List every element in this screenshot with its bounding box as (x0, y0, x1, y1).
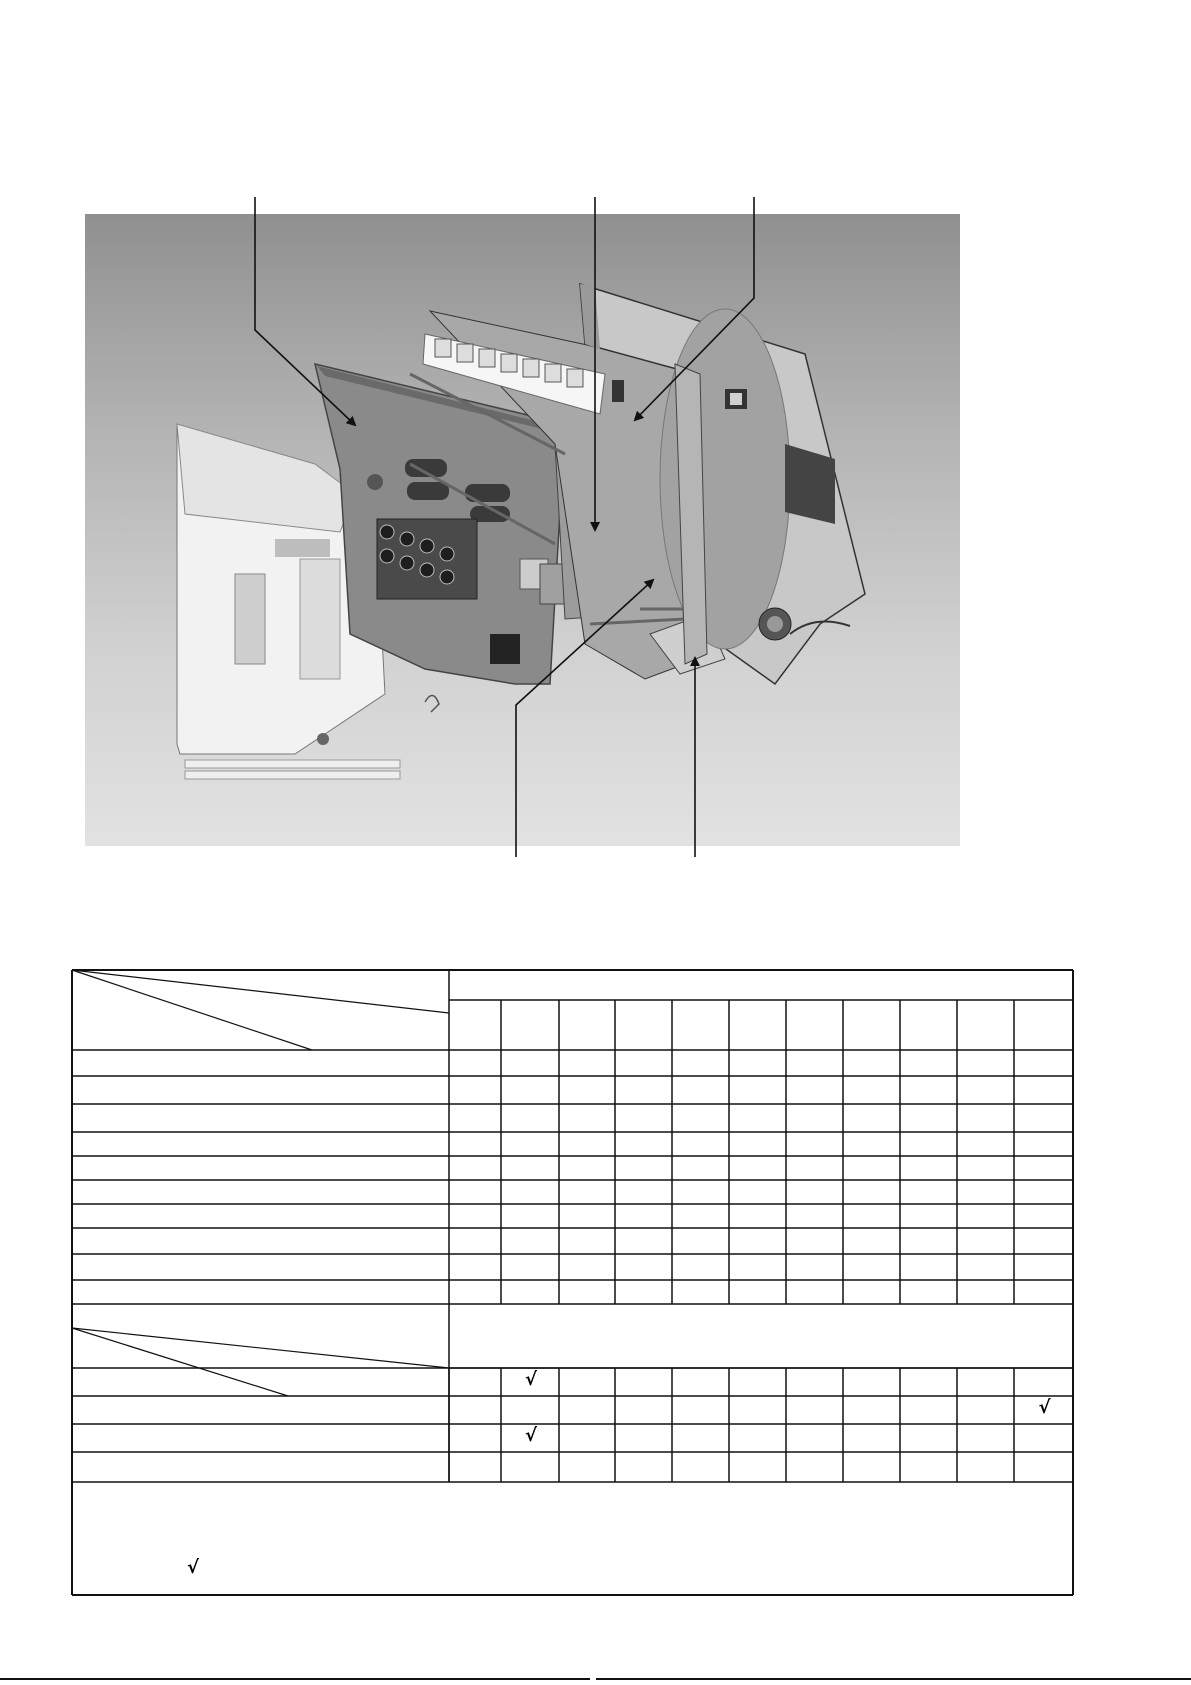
lower-corner-diagonal-1 (72, 1328, 449, 1368)
lower-corner-diagonal-2 (72, 1328, 288, 1396)
note-check-mark: √ (187, 1557, 200, 1578)
footer-rule-left (0, 1678, 590, 1680)
check-mark: √ (1038, 1397, 1051, 1418)
upper-corner-diagonal-1 (72, 970, 449, 1013)
compatibility-table (0, 960, 1191, 1610)
exploded-view-illustration (85, 214, 960, 846)
check-mark: √ (525, 1369, 538, 1390)
footer-rule-right (596, 1678, 1191, 1680)
upper-corner-diagonal-2 (72, 970, 312, 1050)
check-mark: √ (525, 1425, 538, 1446)
